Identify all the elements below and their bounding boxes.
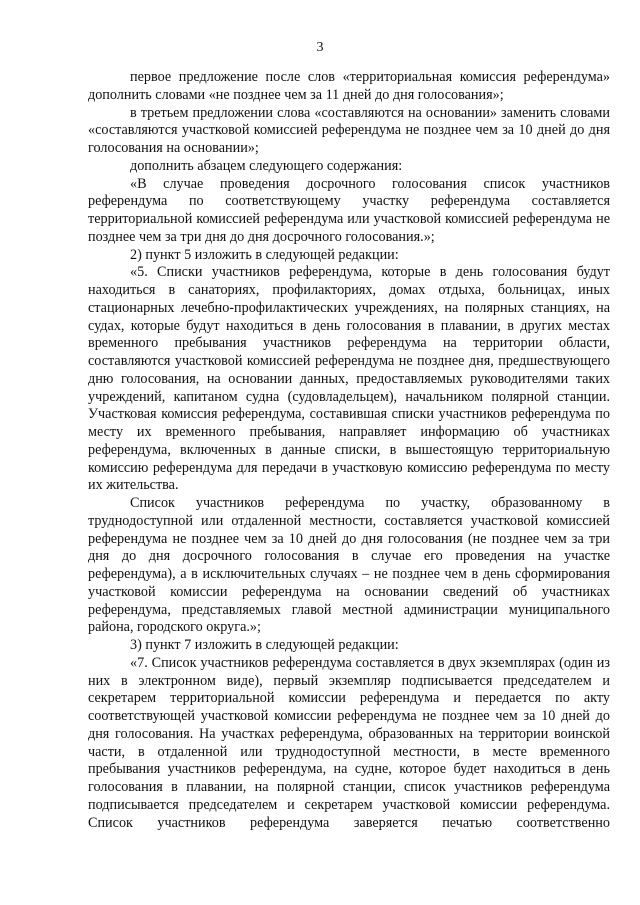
paragraph-point-7-text: «7. Список участников референдума составляется в двух экземплярах (один из них в электронном виде), первый экземпляр подписывается председателем и секретарем территориальной комиссии референдума и передается по акту соответствующей участковой комиссии референдума не позднее чем за 10 дней до дня голосования. На участках референдума, образованных на территории воинской части, в отдаленной или труднодоступной местности, в месте временного пребывания участников референдума, на судне, которое будет находиться в день голосования в плавании, на полярной станции, список участников референдума подписывается председателем и секретарем участковой комиссии референдума. Список участников референдума заверяется печатью соответственно <box>88 654 610 831</box>
paragraph-point-5-text: «5. Списки участников референдума, которые в день голосования будут находиться в санаториях, профилакториях, домах отдыха, больницах, иных стационарных лечебно-профилактических учреждениях, на полярных станциях, на судах, которые будут находиться в день голосования в плавании, в других местах временного пребывания участников референдума на территории области, составляются участковой комиссией референдума не позднее дня, предшествующего дню голосования, на основании данных, предоставляемых руководителями таких учреждений, капитаном судна (судовладельцем), начальником полярной станции. Участковая комиссия референдума, составившая списки участников референдума по месту их временного пребывания, направляет информацию об участниках референдума, включенных в данные списки, в вышестоящую территориальную комиссию референдума для передачи в участковую комиссию референдума по месту их жительства. <box>88 264 610 494</box>
paragraph-item-3-heading: 3) пункт 7 изложить в следующей редакции: <box>130 637 399 653</box>
paragraph-third-sentence-amendment: в третьем предложении слова «составляются на основании» заменить словами «составляются участковой комиссией референдума не позднее чем за 10 дней до дня голосования на основании»; <box>88 104 610 156</box>
page-number: 3 <box>316 40 324 55</box>
paragraph-item-2-heading: 2) пункт 5 изложить в следующей редакции: <box>130 246 399 263</box>
document-body <box>88 69 610 832</box>
paragraph-first-sentence-amendment: первое предложение после слов «территориальная комиссия референдума» дополнить словами «не позднее чем за 11 дней до дня голосования»; <box>88 69 610 103</box>
paragraph-add-clause-intro: дополнить абзацем следующего содержания: <box>130 157 403 174</box>
paragraph-early-voting-clause: «В случае проведения досрочного голосования список участников референдума по соответствующему участку референдума составляется территориальной комиссией референдума или участковой комиссией референдума не позднее чем за три дня до дня досрочного голосования.»; <box>88 175 610 245</box>
paragraph-remote-area-list: Список участников референдума по участку, образованному в труднодоступной или отдаленной местности, составляется участковой комиссией референдума не позднее чем за 10 дней до дня голосования (не позднее чем за три дня до дня досрочного голосования в случае его проведения на участке референдума), а в исключительных случаях – не позднее чем в день сформирования участковой комиссии референдума на основании сведений об участниках референдума, представляемых главой местной администрации муниципального района, городского округа.»; <box>88 495 610 636</box>
